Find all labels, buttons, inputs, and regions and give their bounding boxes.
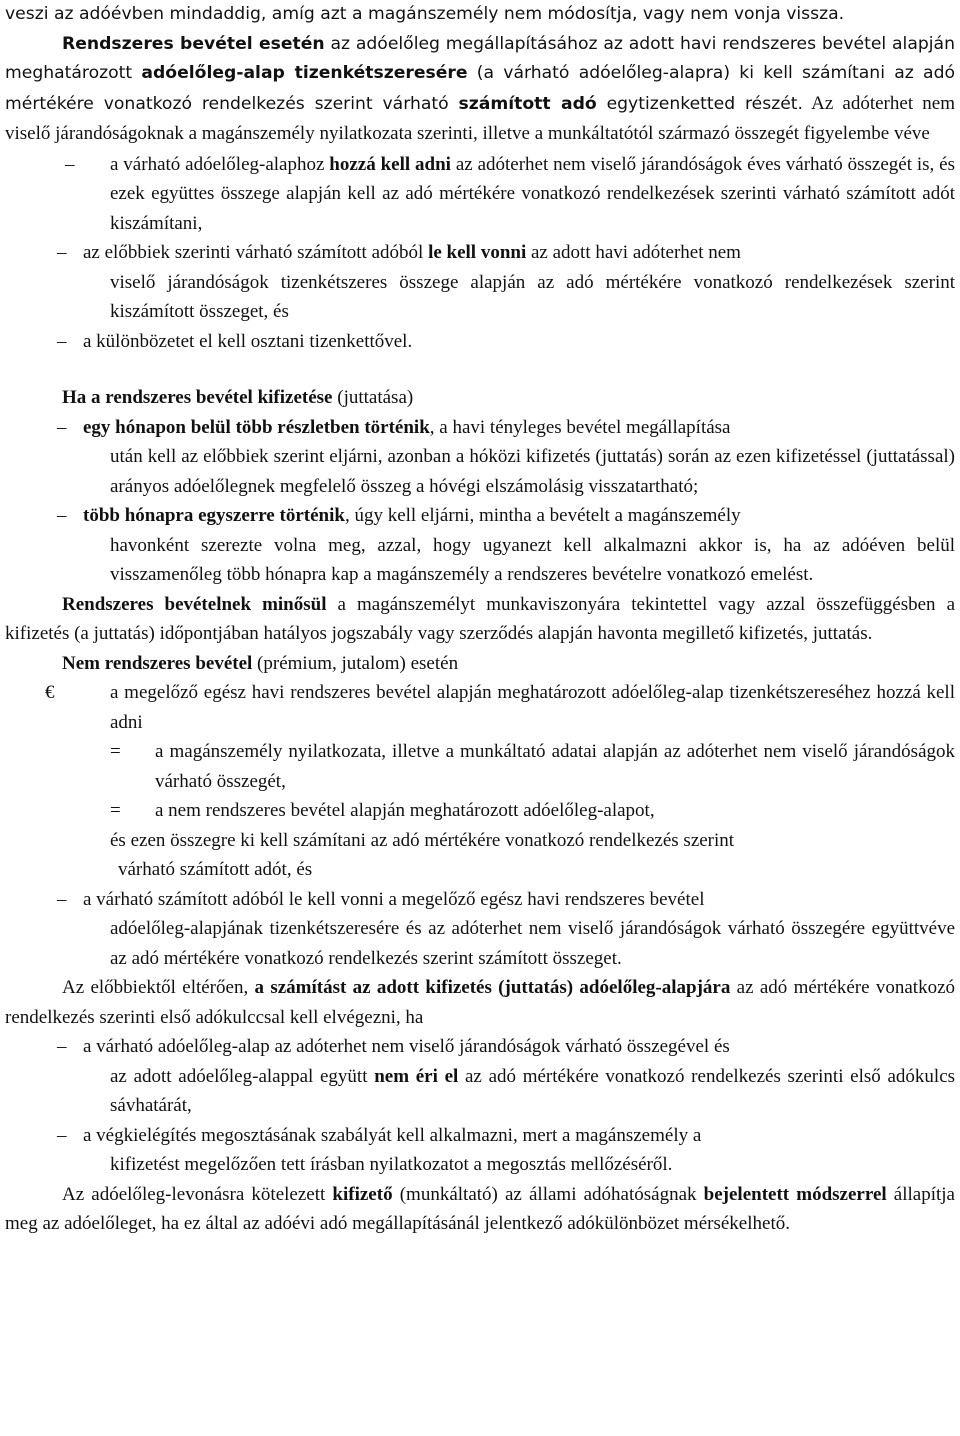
list-marker: – bbox=[57, 888, 67, 910]
text-run: , a havi tényleges bevétel megállapítása bbox=[429, 416, 731, 438]
text-run: az adóelőleg megállapításához az adott havi rendszeres bevétel alapján meghatározott bbox=[5, 33, 955, 83]
list-item bbox=[5, 413, 955, 443]
list-item bbox=[5, 327, 955, 357]
list-item-continuation bbox=[5, 442, 955, 501]
list-item bbox=[5, 885, 955, 915]
text-run: Az adóterhet nem viselő járandóságoknak a magánszemély nyilatkozata szerinti, illetve a munkáltatótól származó összegét figyelembe véve bbox=[5, 92, 955, 144]
text-run: a különbözetet el kell osztani tizenkettővel. bbox=[83, 330, 413, 352]
bold-text-run: Rendszeres bevételnek minősül bbox=[62, 593, 327, 615]
bold-text-run: a számítást az adott kifizetés (juttatás) adóelőleg-alapjára bbox=[254, 977, 731, 998]
paragraph bbox=[5, 0, 955, 30]
bold-text-run: Nem rendszeres bevétel bbox=[62, 652, 253, 674]
list-item bbox=[5, 1032, 955, 1062]
text-run: kifizetést megelőzően tett írásban nyilatkozatot a megosztás mellőzéséről. bbox=[110, 1154, 673, 1175]
list-item bbox=[5, 678, 955, 737]
paragraph bbox=[5, 649, 955, 679]
bold-text-run: bejelentett módszerrel bbox=[703, 1183, 887, 1205]
bold-text-run: több hónapra egyszerre történik bbox=[83, 505, 345, 526]
text-run: az adó mértékére vonatkozó rendelkezés szerinti első adókulcs sávhatárát, bbox=[110, 1065, 956, 1116]
list-item bbox=[5, 150, 955, 239]
text-run: a magánszemélyt munkaviszonyára tekintettel vagy azzal összefüggésben a kifizetés (a juttatás) időpontjában hatályos jogszabály vagy szerződés alapján havonta megillető kifizetés, juttatás. bbox=[5, 593, 955, 644]
list-item-continuation bbox=[5, 826, 955, 856]
list-item bbox=[5, 501, 955, 531]
text-run: a magánszemély nyilatkozata, illetve a munkáltató adatai alapján az adóterhet nem viselő járandóságok várható összegét, bbox=[155, 741, 955, 792]
text-run: után kell az előbbiek szerint eljárni, azonban a hóközi kifizetés (juttatás) során az ezen kifizetéssel (juttatással) arányos adóelőlegnek megfelelő összeg a hóvégi elszámolásig visszatartható; bbox=[110, 446, 955, 497]
list-marker: – bbox=[57, 416, 67, 438]
text-run: állapítja meg az adóelőleget, ha ez által az adóévi adó megállapításánál jelentkező adókülönbözet mérsékelhető. bbox=[5, 1183, 955, 1234]
list-marker: € bbox=[45, 682, 55, 703]
list-marker: – bbox=[57, 505, 67, 526]
text-run: az adóterhet nem viselő járandóságok éves várható összegét is, és ezek együttes összege alapján kell az adó mértékére vonatkozó rendelkezések szerinti várható számított adót kiszámítani, bbox=[110, 153, 955, 234]
text-run: viselő járandóságok tizenkétszeres összege alapján az adó mértékére vonatkozó rendelkezések szerint kiszámított összeget, és bbox=[110, 271, 955, 322]
text-run: a végkielégítés megosztásának szabályát kell alkalmazni, mert a magánszemély a bbox=[83, 1124, 702, 1146]
list-marker: = bbox=[110, 741, 121, 762]
text-run: Az adóelőleg-levonásra kötelezett bbox=[62, 1183, 333, 1205]
bold-text-run: Rendszeres bevétel esetén bbox=[62, 33, 325, 54]
text-run: (a várható adóelőleg-alapra) ki kell számítani az adó mértékére vonatkozó rendelkezés szerint várható bbox=[5, 63, 955, 114]
list-item-continuation bbox=[5, 531, 955, 590]
paragraph-gap bbox=[5, 356, 955, 383]
text-run: egytizenketted részét. bbox=[596, 93, 803, 114]
text-run: a várható adóelőleg-alaphoz bbox=[110, 153, 330, 175]
bold-text-run: Ha a rendszeres bevétel kifizetése bbox=[62, 387, 333, 408]
text-run: és ezen összegre ki kell számítani az adó mértékére vonatkozó rendelkezés szerint bbox=[110, 829, 735, 851]
bold-text-run: nem éri el bbox=[374, 1065, 459, 1087]
text-run: veszi az adóévben mindaddig, amíg azt a magánszemély nem módosítja, vagy nem vonja vissza. bbox=[5, 4, 845, 24]
text-run: (juttatása) bbox=[332, 387, 414, 408]
paragraph bbox=[5, 30, 955, 150]
text-run: a nem rendszeres bevétel alapján meghatározott adóelőleg-alapot, bbox=[155, 800, 655, 821]
paragraph bbox=[5, 973, 955, 1032]
list-item-continuation bbox=[5, 914, 955, 973]
list-item bbox=[5, 238, 955, 268]
text-run: az előbbiek szerinti várható számított adóból bbox=[83, 242, 429, 263]
bold-text-run: le kell vonni bbox=[428, 242, 527, 263]
text-run: a megelőző egész havi rendszeres bevétel alapján meghatározott adóelőleg-alap tizenkétszereséhez hozzá kell adni bbox=[110, 682, 955, 733]
list-item bbox=[5, 796, 955, 826]
text-run: a várható számított adóból le kell vonni a megelőző egész havi rendszeres bevétel bbox=[83, 888, 705, 910]
list-item bbox=[5, 737, 955, 796]
list-item bbox=[5, 1121, 955, 1151]
text-run: a várható adóelőleg-alap az adóterhet nem viselő járandóságok várható összegével és bbox=[83, 1036, 730, 1057]
list-marker: – bbox=[65, 153, 75, 175]
list-marker: – bbox=[57, 1036, 67, 1057]
list-item-continuation bbox=[5, 268, 955, 327]
text-run: (prémium, jutalom) esetén bbox=[252, 652, 459, 674]
list-item-continuation bbox=[5, 855, 955, 885]
list-marker: – bbox=[57, 330, 67, 352]
text-run: havonként szerezte volna meg, azzal, hogy ugyanezt kell alkalmazni akkor is, ha az adóéven belül visszamenőleg több hónapra kap a magánszemély a rendszeres bevételre vonatkozó emelést. bbox=[110, 534, 955, 585]
list-marker: – bbox=[57, 242, 67, 263]
bold-text-run: kifizető bbox=[332, 1183, 393, 1205]
text-run: az adó mértékére vonatkozó rendelkezés szerinti első adókulccsal kell elvégezni, ha bbox=[5, 977, 955, 1028]
text-run: Az előbbiektől eltérően, bbox=[62, 977, 255, 998]
bold-text-run: adóelőleg-alap tizenkétszeresére bbox=[141, 63, 468, 83]
paragraph bbox=[5, 590, 955, 649]
list-marker: = bbox=[110, 800, 121, 821]
text-run: (munkáltató) az állami adóhatóságnak bbox=[392, 1183, 704, 1205]
bold-text-run: egy hónapon belül több részletben történik bbox=[83, 416, 430, 438]
text-run: az adott havi adóterhet nem bbox=[526, 242, 741, 263]
text-run: az adott adóelőleg-alappal együtt bbox=[110, 1065, 375, 1087]
paragraph bbox=[5, 383, 955, 413]
bold-text-run: számított adó bbox=[458, 93, 597, 114]
paragraph bbox=[5, 1180, 955, 1239]
bold-text-run: hozzá kell adni bbox=[329, 153, 451, 175]
text-run: , úgy kell eljárni, mintha a bevételt a magánszemély bbox=[344, 505, 741, 526]
text-run: várható számított adót, és bbox=[118, 859, 313, 880]
text-run: adóelőleg-alapjának tizenkétszeresére és az adóterhet nem viselő járandóságok várható összegére együttvéve az adó mértékére vonatkozó rendelkezés szerint számított összeget. bbox=[110, 918, 955, 969]
list-marker: – bbox=[57, 1124, 67, 1146]
list-item-continuation bbox=[5, 1150, 955, 1180]
list-item-continuation bbox=[5, 1062, 955, 1121]
